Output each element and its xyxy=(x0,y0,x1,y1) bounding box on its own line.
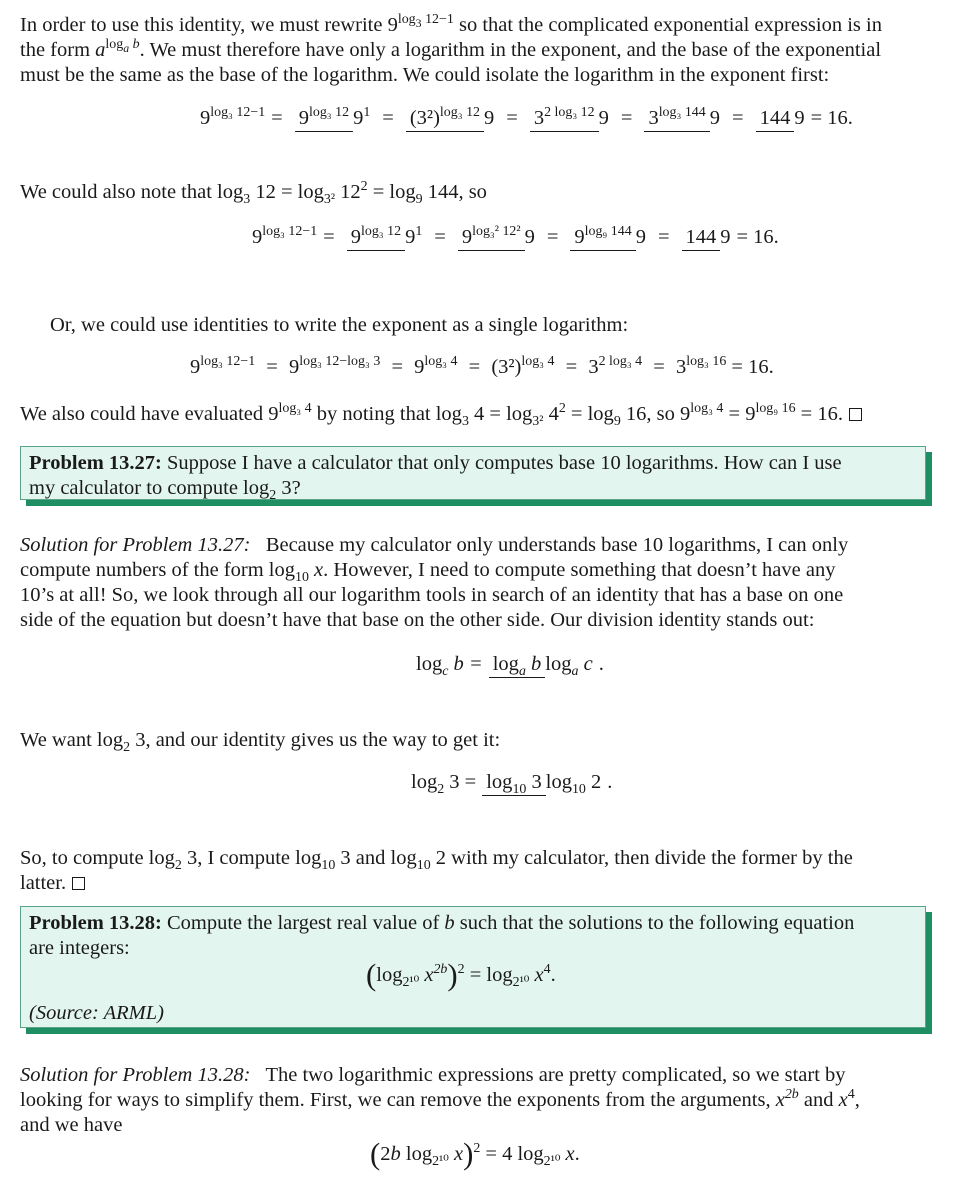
or-line: Or, we could use identities to write the exponent as a single logarithm: xyxy=(50,314,629,336)
note-line: We could also note that $\log_3 12 = \log_{3^2} 12^2 = \log_9 144$, so xyxy=(20,179,487,208)
problem-13-28-box xyxy=(20,906,926,1028)
problem-13-28-source: (Source: ARML) xyxy=(29,1002,164,1024)
division-identity-equation: $\log_c b$ = $\log_a b$ $\log_a c$ . xyxy=(416,653,604,680)
solution-13-27-line-1: Solution for Problem 13.27: Because my calculator only understands base 10 logarithms, I can only xyxy=(20,534,849,556)
problem-13-28-line-2: are integers: xyxy=(29,937,130,959)
solution-13-28-line-2: looking for ways to simplify them. First, we can remove the exponents from the arguments, $x^{2b}$ and $x^4$, xyxy=(20,1087,860,1111)
qed-square-icon xyxy=(72,877,85,890)
solution-13-27-line-4: side of the equation but doesn’t have that base on the other side. Our division identity stands out: xyxy=(20,609,815,631)
solution-13-27-line-3: 10’s at all! So, we look through all our logarithm tools in search of an identity that has a base on one xyxy=(20,584,844,606)
also-line: We also could have evaluated $9^{log_3 4}$ by noting that $\log_3 4 = \log_{3^2} 4^2 = \log_9 16$, so $9^{log_3 4} = 9^{log_9 16} = 16$. xyxy=(20,402,862,427)
so-line-2: latter. xyxy=(20,871,85,896)
problem-13-27-line-2: my calculator to compute $\log_2 3$? xyxy=(29,477,301,504)
so-line-1: So, to compute $\log_2 3$, I compute $\log_{10} 3$ and $\log_{10} 2$ with my calculator, then divide the former by the xyxy=(20,847,853,874)
problem-13-27-line-1: Problem 13.27: Suppose I have a calculator that only computes base 10 logarithms. How can I use xyxy=(29,452,842,474)
solution-13-27-line-2: compute numbers of the form $\log_{10} x$. However, I need to compute something that doesn’t have any xyxy=(20,559,836,586)
want-line: We want $\log_2 3$, and our identity gives us the way to get it: xyxy=(20,729,501,756)
log2-3-equation: $\log_2 3$ = $\log_{10} 3$ $\log_{10} 2$ . xyxy=(411,771,613,798)
problem-13-27-box xyxy=(20,446,926,504)
equation-3: $9^{log_3 12-1} = 9^{log_3 12-log_3 3} = 9^{log_3 4} = (3^2)^{log_3 4} = 3^{2 log_3 4} = 3^{log_3 16} = 16$. xyxy=(190,354,774,378)
solution-13-28-equation: (2b $\log_{2^{10}} x)^2 = 4$ $\log_{2^{10}} x$. xyxy=(370,1137,580,1171)
intro-line-3: must be the same as the base of the logarithm. We could isolate the logarithm in the exponent first: xyxy=(20,64,830,86)
problem-13-28-line-1: Problem 13.28: Compute the largest real value of b such that the solutions to the following equation xyxy=(29,912,855,934)
problem-13-28-equation: ($\log_{2^{10}}$ $x^{2b})^2 = \log_{2^{10}} x^4$. xyxy=(366,958,556,992)
solution-13-28-line-3: and we have xyxy=(20,1114,123,1136)
intro-line-1: In order to use this identity, we must rewrite $9^{log_3 12-1}$ so that the complicated exponential expression is in xyxy=(20,12,882,36)
solution-13-28-line-1: Solution for Problem 13.28: The two logarithmic expressions are pretty complicated, so we start by xyxy=(20,1064,846,1086)
equation-1: $9^{log_3 12-1}$ = $9^{log_3 12}$ $9^1$ = $(3^2)^{log_3 12}$ 9 = $3^{2 log_3 12}$ 9 = $3^{log_3 144}$ 9 = 144 9 = 16. xyxy=(200,106,853,131)
qed-square-icon xyxy=(849,408,862,421)
equation-2: $9^{log_3 12-1}$ = $9^{log_3 12}$ $9^1$ = $9^{log_3^2 12^2}$ 9 = $9^{log_9 144}$ 9 = 144 9 = 16. xyxy=(252,225,779,250)
intro-line-2: the form $a^{log_a b}$. We must therefore have only a logarithm in the exponent, and the base of the exponential xyxy=(20,37,882,61)
